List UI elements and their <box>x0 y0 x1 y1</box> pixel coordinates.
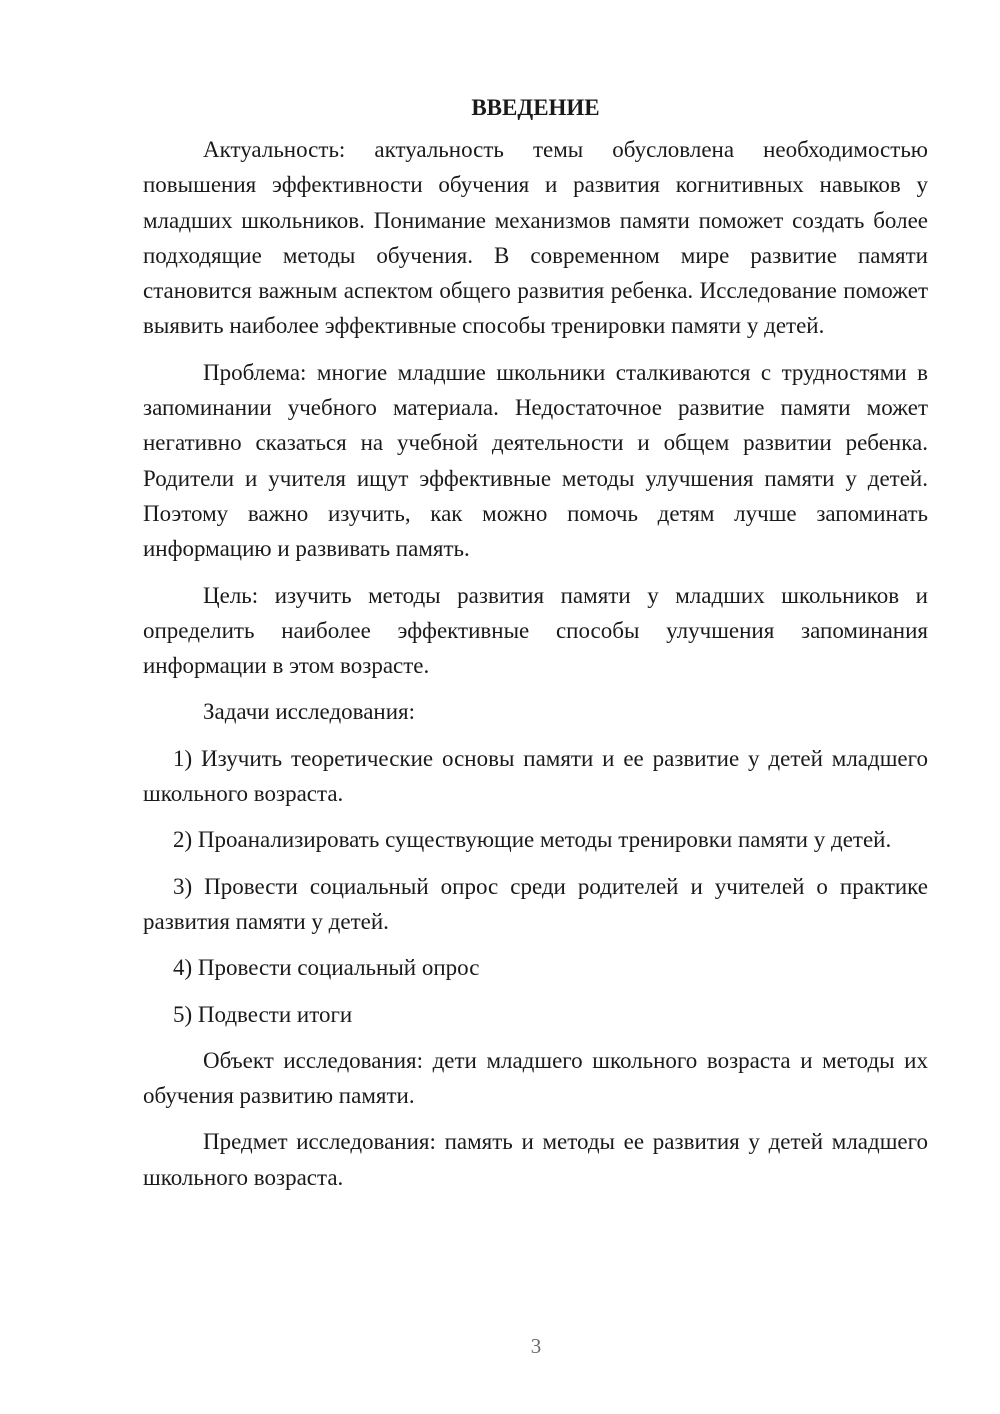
relevance-paragraph: Актуальность: актуальность темы обусловлена необходимостью повышения эффективности обучения и развития когнитивных навыков у младших школьников. Понимание механизмов памяти поможет создать более подходящие методы обучения. В современном мире развитие памяти становится важным аспектом общего развития ребенка. Исследование поможет выявить наиболее эффективные способы тренировки памяти у детей. <box>143 137 928 339</box>
task-item: 3) Провести социальный опрос среди родителей и учителей о практике развития памяти у детей. <box>143 873 928 934</box>
page-number: 3 <box>530 1334 542 1358</box>
document-body <box>143 90 928 1206</box>
object-paragraph: Объект исследования: дети младшего школьного возраста и методы их обучения развитию памяти. <box>143 1047 928 1109</box>
task-item: 1) Изучить теоретические основы памяти и ее развитие у детей младшего школьного возраста. <box>143 745 928 807</box>
task-item: 5) Подвести итоги <box>173 1001 353 1027</box>
task-item: 4) Провести социальный опрос <box>173 955 480 981</box>
problem-paragraph: Проблема: многие младшие школьники сталкиваются с трудностями в запоминании учебного материала. Недостаточное развитие памяти может негативно сказаться на учебной деятельности и общем развитии ребенка. Родители и учителя ищут эффективные методы улучшения памяти у детей. Поэтому важно изучить, как можно помочь детям лучше запоминать информацию и развивать память. <box>143 359 928 562</box>
tasks-title: Задачи исследования: <box>203 699 416 725</box>
goal-paragraph: Цель: изучить методы развития памяти у младших школьников и определить наиболее эффективные способы улучшения запоминания информации в этом возрасте. <box>143 582 928 679</box>
tasks-list <box>143 741 928 1032</box>
section-heading: ВВЕДЕНИЕ <box>471 95 600 120</box>
task-item: 2) Проанализировать существующие методы тренировки памяти у детей. <box>173 827 892 853</box>
subject-paragraph: Предмет исследования: память и методы ее развития у детей младшего школьного возраста. <box>143 1129 928 1190</box>
